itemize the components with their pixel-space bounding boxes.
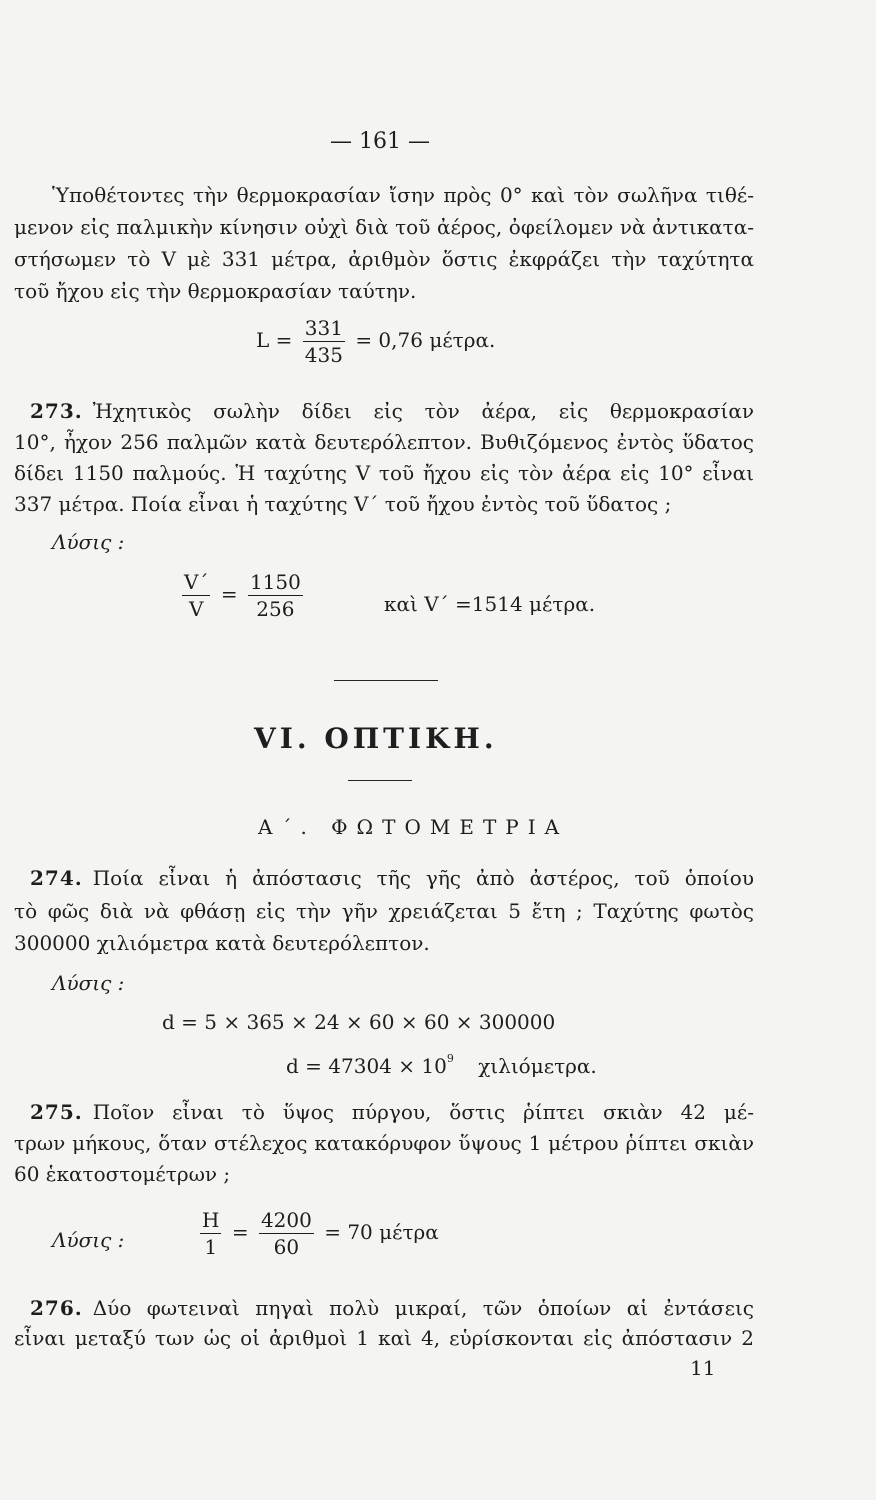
section-title: VI. ΟΠΤΙΚΗ.	[254, 722, 498, 755]
fraction-denominator: 256	[256, 597, 295, 621]
problem-274-line-3: 300000 χιλιόμετρα κατὰ δευτερόλεπτον.	[14, 931, 430, 955]
problem-276-text: Δύο φωτειναὶ πηγαὶ πολὺ μικραί, τῶν ὁποίων αἱ ἐντάσεις	[92, 1296, 754, 1320]
problem-275-line-3: 60 ἑκατοστομέτρων ;	[14, 1162, 231, 1186]
problem-number: 276.	[30, 1296, 83, 1320]
equation-result: = 70 μέτρα	[324, 1220, 439, 1244]
equals-sign: =	[220, 582, 238, 606]
problem-276-line-1	[30, 1296, 754, 1320]
fraction-height	[200, 1210, 221, 1257]
section-divider	[334, 680, 438, 681]
problem-274-equation-2	[286, 1054, 597, 1078]
intro-line-1: Ὑποθέτοντες τὴν θερμοκρασίαν ἴσην πρὸς 0° καὶ τὸν σωλῆνα τιθέ-	[52, 183, 754, 207]
solution-label: Λύσις :	[52, 530, 125, 554]
problem-275-equation	[196, 1210, 439, 1257]
problem-273-line-4: 337 μέτρα. Ποία εἶναι ἡ ταχύτης V΄ τοῦ ἤχου ἐντὸς τοῦ ὕδατος ;	[14, 492, 672, 516]
intro-formula	[256, 318, 495, 365]
fraction-denominator: 60	[273, 1235, 300, 1259]
problem-274-line-1	[30, 866, 754, 890]
section-subtitle: Α΄. ΦΩΤΟΜΕΤΡΙΑ	[258, 815, 569, 839]
solution-label: Λύσις :	[52, 1228, 125, 1252]
equation-exponent: 9	[446, 1052, 454, 1065]
problem-273-equation	[178, 572, 307, 619]
formula-rhs: = 0,76 μέτρα.	[355, 328, 496, 352]
intro-line-2: μενον εἰς παλμικὴν κίνησιν οὐχὶ διὰ τοῦ ἀέρος, ὀφείλομεν νὰ ἀντικατα-	[14, 215, 754, 239]
signature-mark: 11	[690, 1356, 716, 1380]
fraction-v	[182, 572, 210, 619]
problem-274-equation-1: d = 5 × 365 × 24 × 60 × 60 × 300000	[162, 1010, 556, 1034]
problem-275-line-1	[30, 1100, 754, 1124]
problem-276-line-2: εἶναι μεταξύ των ὡς οἱ ἀριθμοὶ 1 καὶ 4, εὑρίσκονται εἰς ἀπόστασιν 2	[14, 1326, 754, 1350]
problem-273-text: Ἠχητικὸς σωλὴν δίδει εἰς τὸν ἀέρα, εἰς θερμοκρασίαν	[92, 399, 754, 423]
fraction-denominator: V	[189, 597, 204, 621]
problem-273-line-1	[30, 399, 754, 423]
solution-label: Λύσις :	[52, 971, 125, 995]
formula-lhs: L =	[256, 328, 293, 352]
problem-273-line-2: 10°, ἦχον 256 παλμῶν κατὰ δευτερόλεπτον. Βυθιζόμενος ἐντὸς ὕδατος	[14, 430, 754, 454]
equation-text: d = 47304 × 10	[286, 1054, 447, 1078]
formula-denominator: 435	[304, 343, 343, 367]
intro-line-3: στήσωμεν τὸ V μὲ 331 μέτρα, ἀριθμὸν ὅστις ἐκφράζει τὴν ταχύτητα	[14, 247, 754, 271]
problem-275-text: Ποῖον εἶναι τὸ ὕψος πύργου, ὅστις ῥίπτει σκιὰν 42 μέ-	[92, 1100, 754, 1124]
problem-275-line-2: τρων μήκους, ὅταν στέλεχος κατακόρυφον ὕψους 1 μέτρου ῥίπτει σκιὰν	[14, 1131, 754, 1155]
fraction-numerator: H	[202, 1208, 220, 1232]
fraction-numerator: 4200	[260, 1208, 312, 1232]
problem-274-text: Ποία εἶναι ἡ ἀπόστασις τῆς γῆς ἀπὸ ἀστέρος, τοῦ ὁποίου	[92, 866, 754, 890]
page-number: — 161 —	[330, 129, 430, 154]
problem-273-result: καὶ V΄ =1514 μέτρα.	[384, 592, 596, 616]
intro-line-4: τοῦ ἤχου εἰς τὴν θερμοκρασίαν ταύτην.	[14, 279, 417, 303]
fraction-shadow	[259, 1210, 314, 1257]
heading-divider	[348, 780, 412, 781]
problem-273-line-3: δίδει 1150 παλμούς. Ἡ ταχύτης V τοῦ ἤχου εἰς τὸν ἀέρα εἰς 10° εἶναι	[14, 461, 754, 485]
problem-number: 274.	[30, 866, 83, 890]
problem-number: 275.	[30, 1100, 83, 1124]
problem-number: 273.	[30, 399, 83, 423]
fraction-pulses	[248, 572, 303, 619]
problem-274-line-2: τὸ φῶς διὰ νὰ φθάσῃ εἰς τὴν γῆν χρειάζεται 5 ἔτη ; Ταχύτης φωτὸς	[14, 899, 754, 923]
fraction-numerator: V΄	[184, 570, 209, 594]
fraction-denominator: 1	[204, 1235, 218, 1259]
formula-fraction	[303, 318, 345, 365]
equals-sign: =	[231, 1220, 249, 1244]
formula-numerator: 331	[304, 316, 343, 340]
equation-unit: χιλιόμετρα.	[478, 1054, 597, 1078]
fraction-numerator: 1150	[249, 570, 301, 594]
